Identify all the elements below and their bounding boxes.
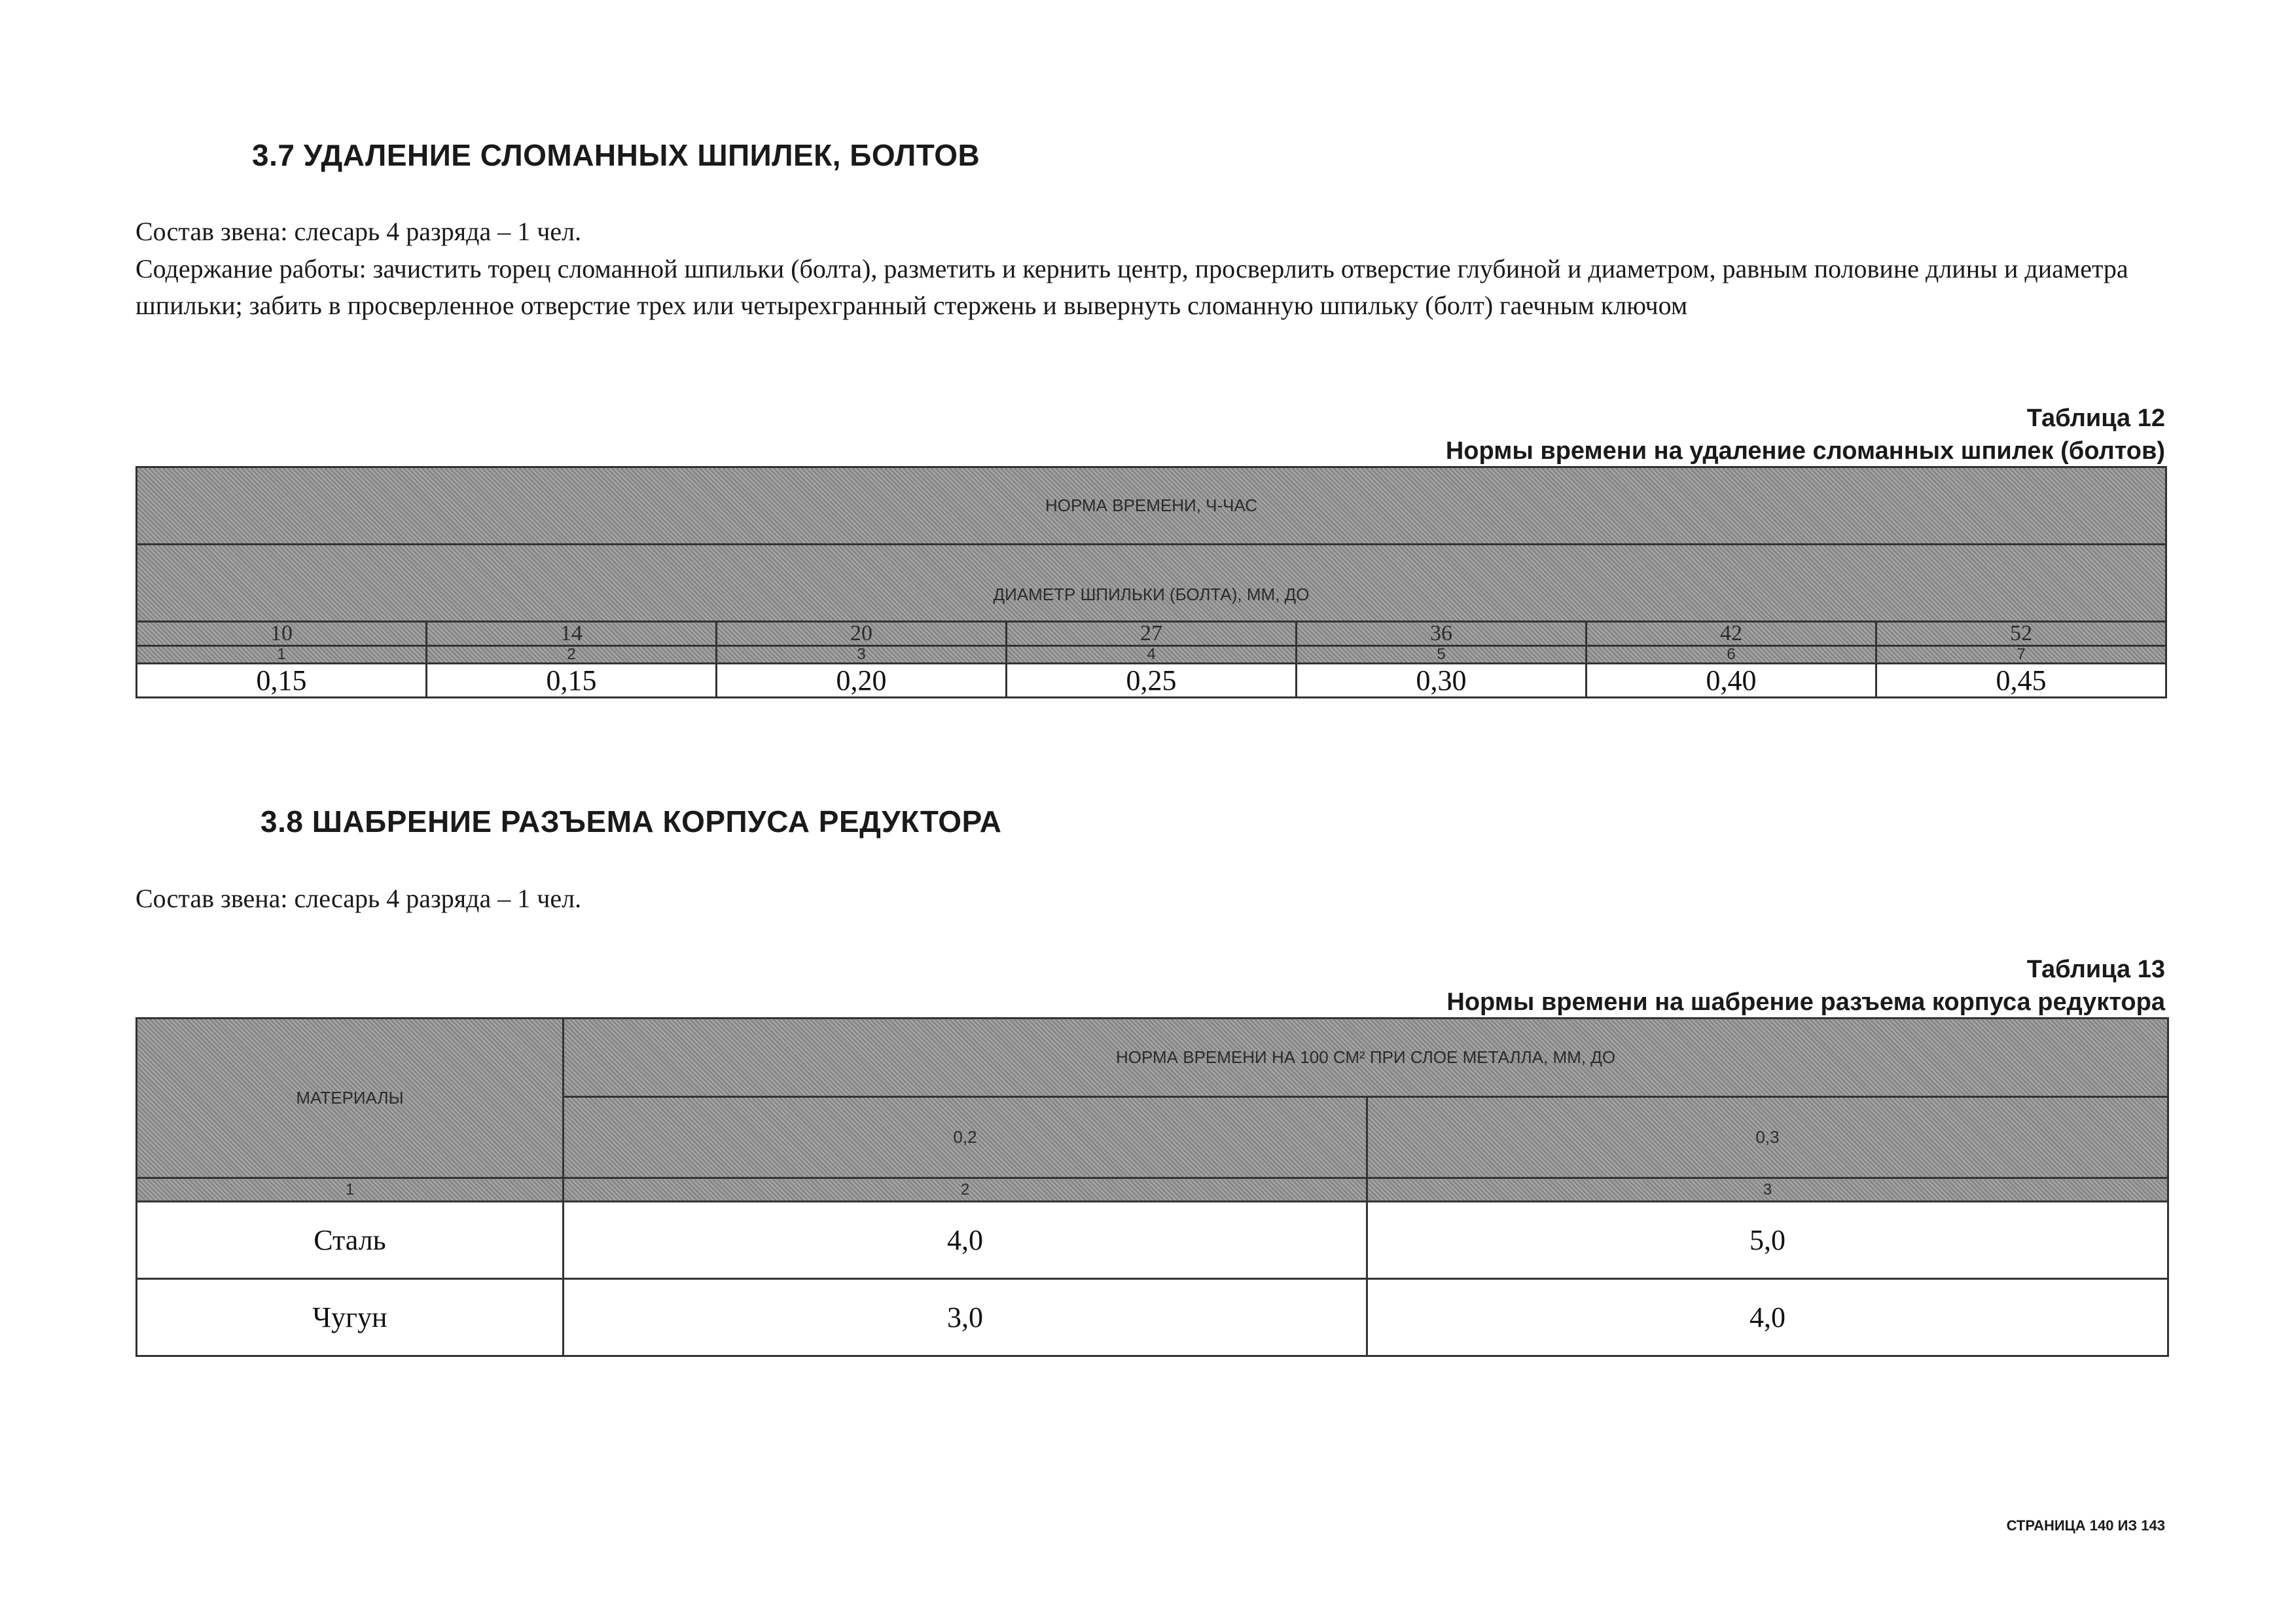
table-12-column-number: 2 <box>427 646 717 664</box>
table-12-value-cell: 0,45 <box>1876 664 2166 698</box>
table-12-diameter-cell: 14 <box>427 622 717 646</box>
table-12-value-cell: 0,30 <box>1297 664 1587 698</box>
table-13-column-number: 2 <box>564 1178 1367 1202</box>
table-12-header-norm: НОРМА ВРЕМЕНИ, Ч-ЧАС <box>137 467 2166 545</box>
table-13-value-cell: 5,0 <box>1367 1202 2168 1279</box>
table-12-column-number: 1 <box>137 646 427 664</box>
table-12-diameter-cell: 27 <box>1007 622 1297 646</box>
table-12-value-cell: 0,15 <box>427 664 717 698</box>
table-12-column-number: 6 <box>1587 646 1876 664</box>
table-12-column-number: 4 <box>1007 646 1297 664</box>
table-12-column-number: 7 <box>1876 646 2166 664</box>
section-3-7-work-description: Содержание работы: зачистить торец сломанной шпильки (болта), разметить и кернить центр, просверлить отверстие глубиной и диаметром, равным половине длины и диаметра шпильки; забить в просверленное отверстие трех или четырехгранный стержень и вывернуть сломанную шпильку (болт) гаечным ключом <box>135 254 2128 320</box>
table-12-column-number: 5 <box>1297 646 1587 664</box>
section-3-8-crew: Состав звена: слесарь 4 разряда – 1 чел. <box>135 884 582 913</box>
table-13-column-number: 3 <box>1367 1178 2168 1202</box>
table-12-value-cell: 0,40 <box>1587 664 1876 698</box>
table-13-header-materials: МАТЕРИАЛЫ <box>137 1019 564 1178</box>
table-12-caption: Нормы времени на удаление сломанных шпилек (болтов) <box>1445 437 2165 465</box>
table-13-material-cell: Чугун <box>137 1279 564 1356</box>
table-12-caption-block <box>1446 402 2165 467</box>
table-13-layer-cell: 0,2 <box>564 1097 1367 1178</box>
table-13-value-cell: 4,0 <box>564 1202 1367 1279</box>
table-13-value-cell: 3,0 <box>564 1279 1367 1356</box>
table-13-caption: Нормы времени на шабрение разъема корпуса редуктора <box>1446 988 2165 1016</box>
table-12-value-cell: 0,20 <box>717 664 1007 698</box>
table-12-value-cell: 0,25 <box>1007 664 1297 698</box>
table-13-material-cell: Сталь <box>137 1202 564 1279</box>
table-12 <box>135 466 2167 698</box>
page-number: СТРАНИЦА 140 ИЗ 143 <box>2006 1517 2165 1534</box>
table-12-column-number: 3 <box>717 646 1007 664</box>
table-13-value-cell: 4,0 <box>1367 1279 2168 1356</box>
table-13-number: Таблица 13 <box>2026 956 2165 983</box>
table-12-value-cell: 0,15 <box>137 664 427 698</box>
table-13-layer-cell: 0,3 <box>1367 1097 2168 1178</box>
section-3-7-title: 3.7 УДАЛЕНИЕ СЛОМАННЫХ ШПИЛЕК, БОЛТОВ <box>252 138 980 172</box>
section-3-7-crew: Состав звена: слесарь 4 разряда – 1 чел. <box>135 217 582 246</box>
table-12-diameter-cell: 52 <box>1876 622 2166 646</box>
table-12-diameter-cell: 36 <box>1297 622 1587 646</box>
table-13 <box>135 1017 2169 1357</box>
table-12-diameter-cell: 20 <box>717 622 1007 646</box>
table-12-number: Таблица 12 <box>2026 405 2165 432</box>
table-12-diameter-cell: 42 <box>1587 622 1876 646</box>
table-13-caption-block <box>1446 953 2165 1019</box>
table-row <box>137 1279 2168 1356</box>
table-13-column-number: 1 <box>137 1178 564 1202</box>
table-13-header-norm: НОРМА ВРЕМЕНИ НА 100 СМ² ПРИ СЛОЕ МЕТАЛЛА, ММ, ДО <box>564 1019 2168 1097</box>
table-row <box>137 1202 2168 1279</box>
table-12-header-diameter: ДИАМЕТР ШПИЛЬКИ (БОЛТА), ММ, ДО <box>137 545 2166 622</box>
section-3-8-title: 3.8 ШАБРЕНИЕ РАЗЪЕМА КОРПУСА РЕДУКТОРА <box>260 804 1002 839</box>
table-12-diameter-cell: 10 <box>137 622 427 646</box>
